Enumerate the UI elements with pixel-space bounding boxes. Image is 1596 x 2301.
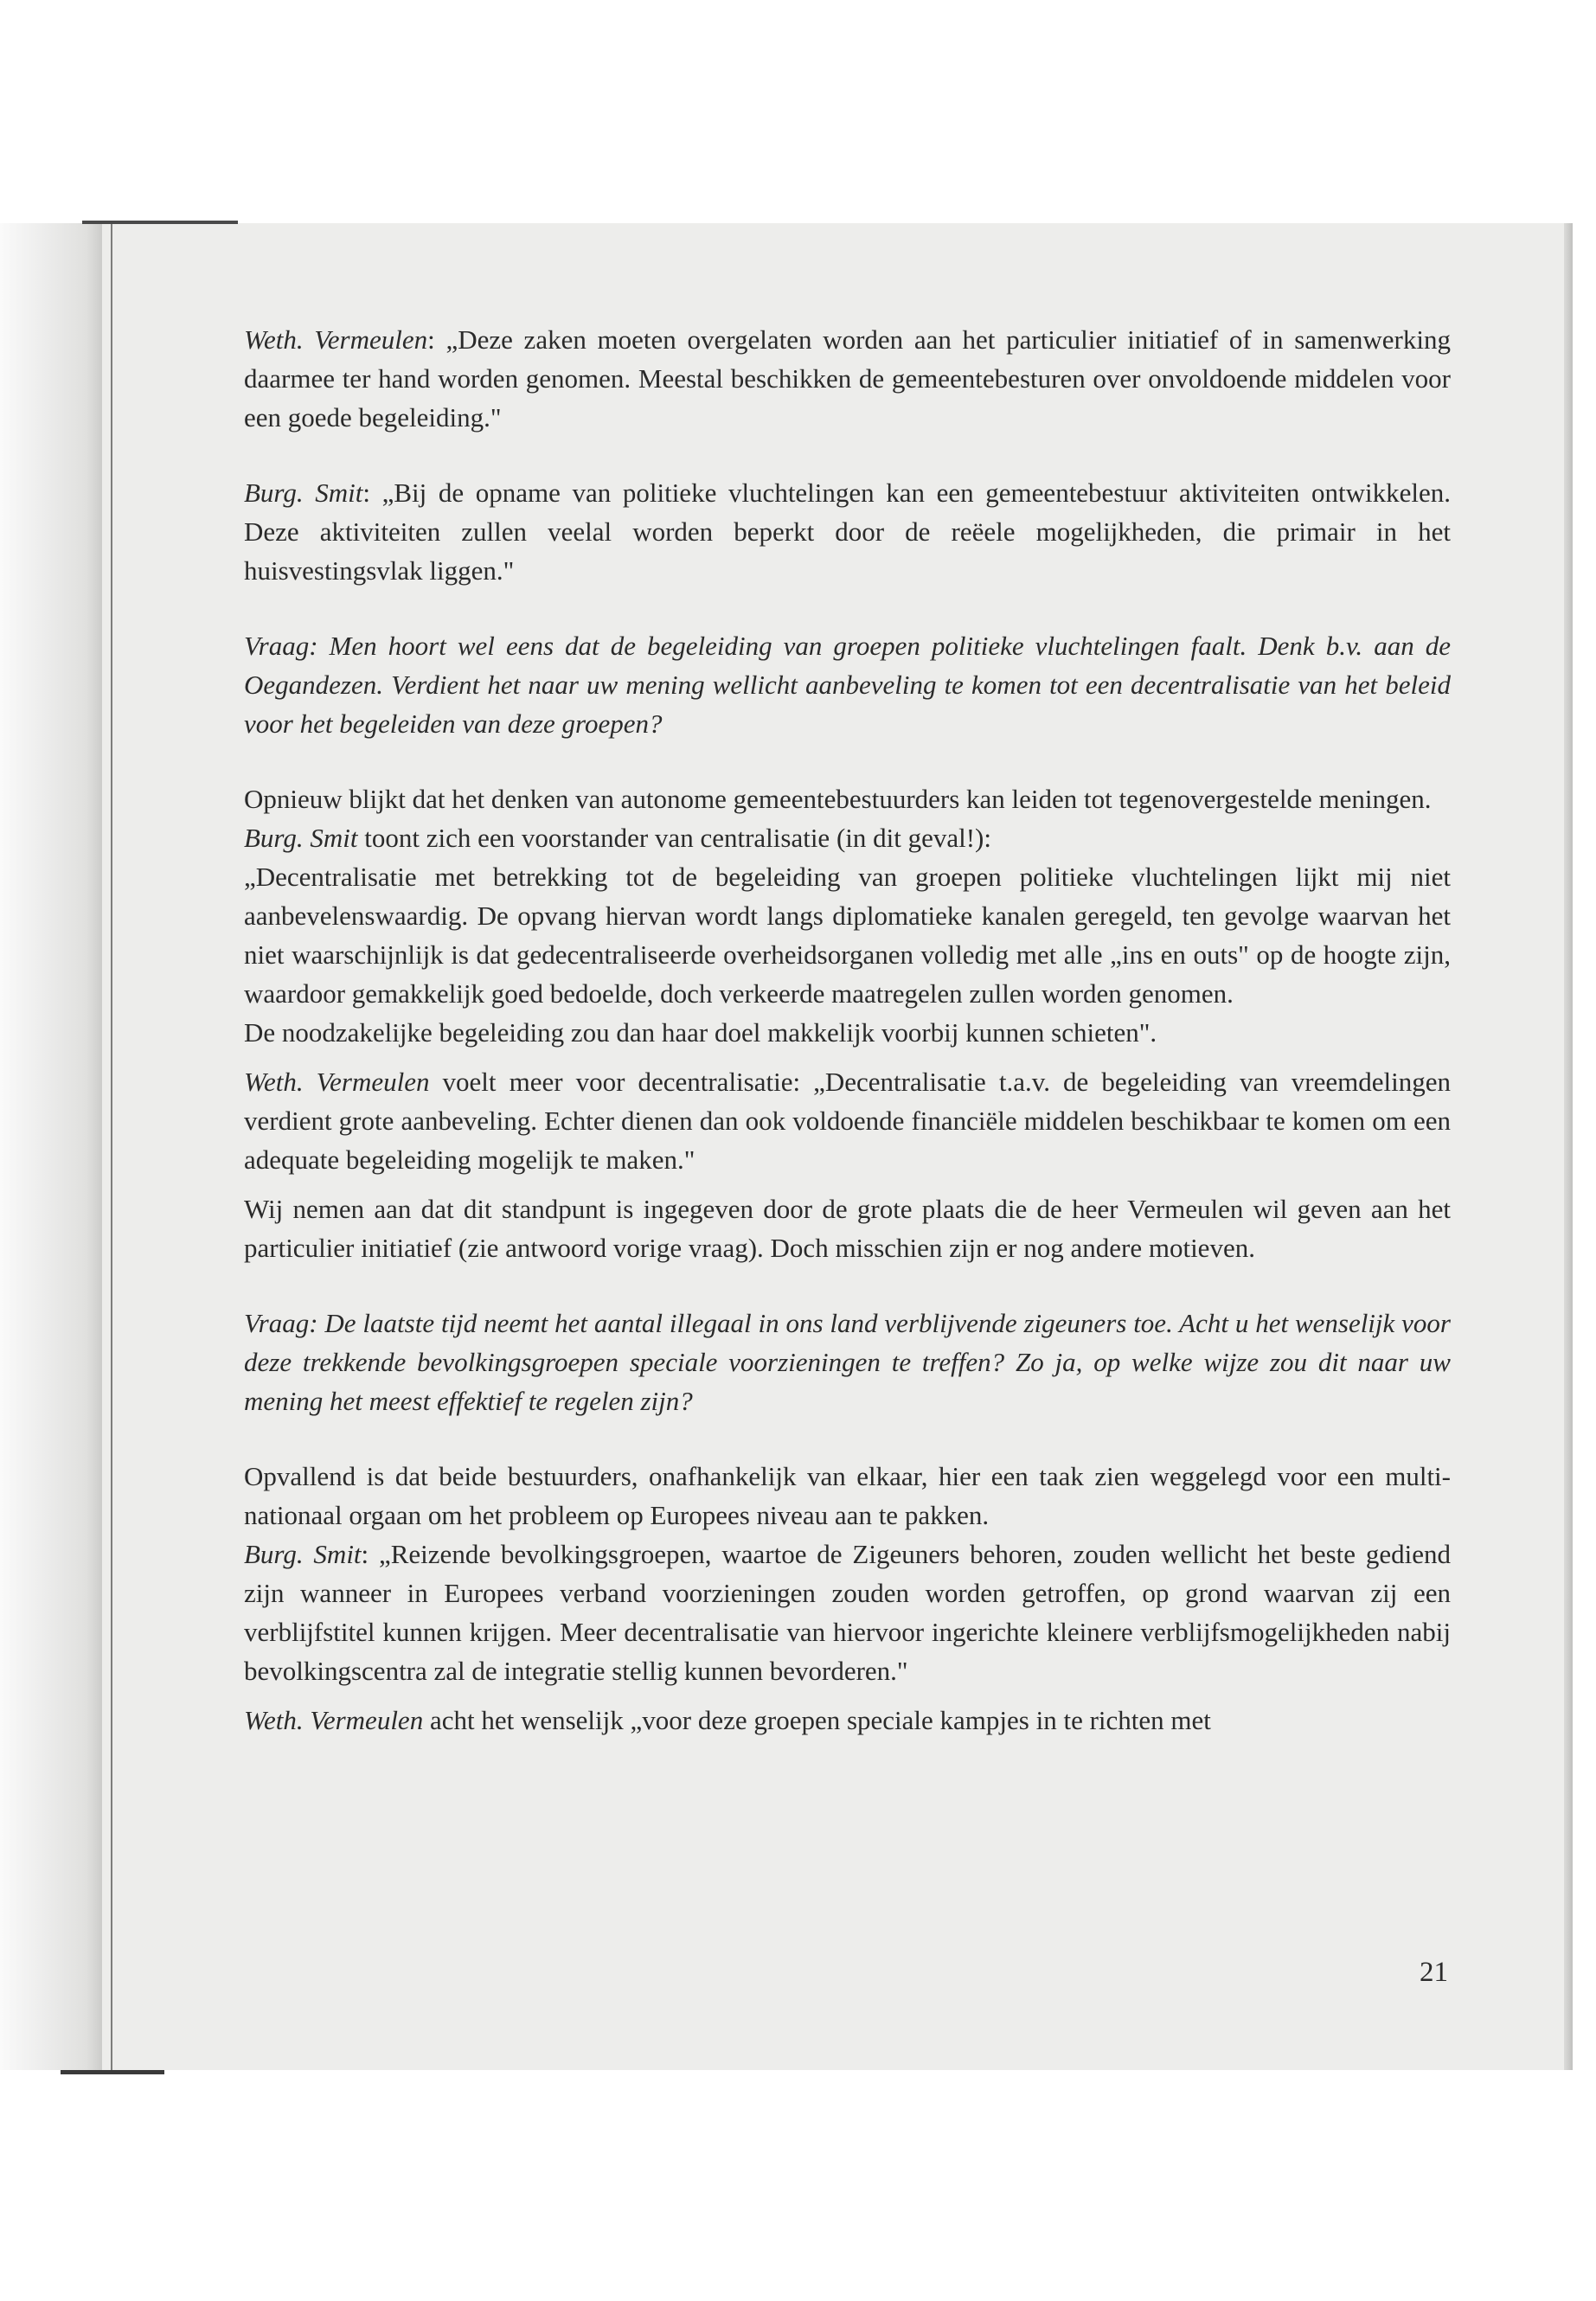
paragraph-11 (244, 1701, 1451, 1740)
paragraph-1 (244, 320, 1451, 437)
question-2: Vraag: De laatste tijd neemt het aantal illegaal in ons land verblijvende zigeuners toe. Acht u het wenselijk voor deze trekkende bevolkingsgroepen speciale voorzieningen te treffen? Zo ja, op welke wijze zou dit naar uw mening het meest effektief te regelen zijn? (244, 1308, 1451, 1416)
speaker-name: Burg. Smit (244, 823, 358, 853)
top-page-edge (82, 221, 238, 224)
page-number: 21 (1420, 1957, 1448, 1988)
paragraph-5: „Decentralisatie met betrekking tot de begeleiding van groepen politieke vluchtelingen lijkt mij niet aanbevelenswaardig. De opvang hiervan wordt langs diplomatieke kanalen geregeld, ten gevolge waarvan het niet waarschijnlijk is dat gedecentraliseerde overheidsorganen volledig met alle „ins en outs" op de hoogte zijn, waardoor gemakkelijk goed bedoelde, doch verkeerde maatregelen zullen worden genomen. (244, 862, 1451, 1009)
speaker-name: Weth. Vermeulen (244, 1705, 424, 1735)
paragraph-text: toont zich een voorstander van centralisatie (in dit geval!): (357, 823, 991, 853)
paragraph-text: : „Deze zaken moeten overgelaten worden aan het particulier initiatief of in samenwerking daarmee ter hand worden genomen. Meestal beschikken de gemeentebesturen over onvoldoende middelen voor een goede begeleiding." (244, 324, 1451, 433)
paragraph-8: Wij nemen aan dat dit standpunt is ingegeven door de grote plaats die de heer Vermeulen wil geven aan het particulier initiatief (zie antwoord vorige vraag). Doch misschien zijn er nog andere motieven. (244, 1194, 1451, 1263)
speaker-name: Burg. Smit (244, 1539, 362, 1569)
book-spine-shadow (0, 223, 118, 2070)
paragraph-2 (244, 473, 1451, 590)
speaker-name: Burg. Smit (244, 478, 363, 508)
paragraph-9: Opvallend is dat beide bestuurders, onafhankelijk van elkaar, hier een taak zien weggelegd voor een multi-nationaal orgaan om het probleem op Europees niveau aan te pakken. (244, 1461, 1451, 1530)
paragraph-10 (244, 1535, 1451, 1690)
speaker-name: Weth. Vermeulen (244, 324, 428, 355)
paragraph-text: acht het wenselijk „voor deze groepen speciale kampjes in te richten met (423, 1705, 1211, 1735)
paragraph-7 (244, 1062, 1451, 1179)
paragraph-4 (244, 818, 1451, 857)
binding-line (111, 223, 112, 2070)
paragraph-text: : „Reizende bevolkingsgroepen, waartoe de Zigeuners behoren, zouden wellicht het beste gediend zijn wanneer in Europees verband voorzieningen zouden worden getroffen, op grond waarvan zij een verblijfstitel kunnen krijgen. Meer decentralisatie van hiervoor ingerichte kleinere verblijfsmogelijkheden nabij bevolkingscentra zal de integratie stellig kunnen bevorderen." (244, 1539, 1451, 1686)
paragraph-6: De noodzakelijke begeleiding zou dan haar doel makkelijk voorbij kunnen schieten". (244, 1017, 1157, 1048)
paragraph-3: Opnieuw blijkt dat het denken van autonome gemeentebestuurders kan leiden tot tegenovergestelde meningen. (244, 784, 1432, 814)
page-right-edge (1564, 223, 1573, 2070)
bottom-page-edge (61, 2070, 164, 2074)
paragraph-text: voelt meer voor decentralisatie: „Decentralisatie t.a.v. de begeleiding van vreemdelingen verdient grote aanbeveling. Echter dienen dan ook voldoende financiële middelen beschikbaar te komen om een adequate begeleiding mogelijk te maken." (244, 1067, 1451, 1175)
question-1: Vraag: Men hoort wel eens dat de begeleiding van groepen politieke vluchtelingen faalt. Denk b.v. aan de Oegandezen. Verdient het naar uw mening wellicht aanbeveling te komen tot een decentralisatie van het beleid voor het begeleiden van deze groepen? (244, 631, 1451, 739)
paragraph-text: : „Bij de opname van politieke vluchtelingen kan een gemeentebestuur aktiviteiten ontwikkelen. Deze aktiviteiten zullen veelal worden beperkt door de reëele mogelijkheden, die primair in het huisvestingsvlak liggen." (244, 478, 1452, 586)
page-body (244, 320, 1451, 1740)
speaker-name: Weth. Vermeulen (244, 1067, 430, 1097)
